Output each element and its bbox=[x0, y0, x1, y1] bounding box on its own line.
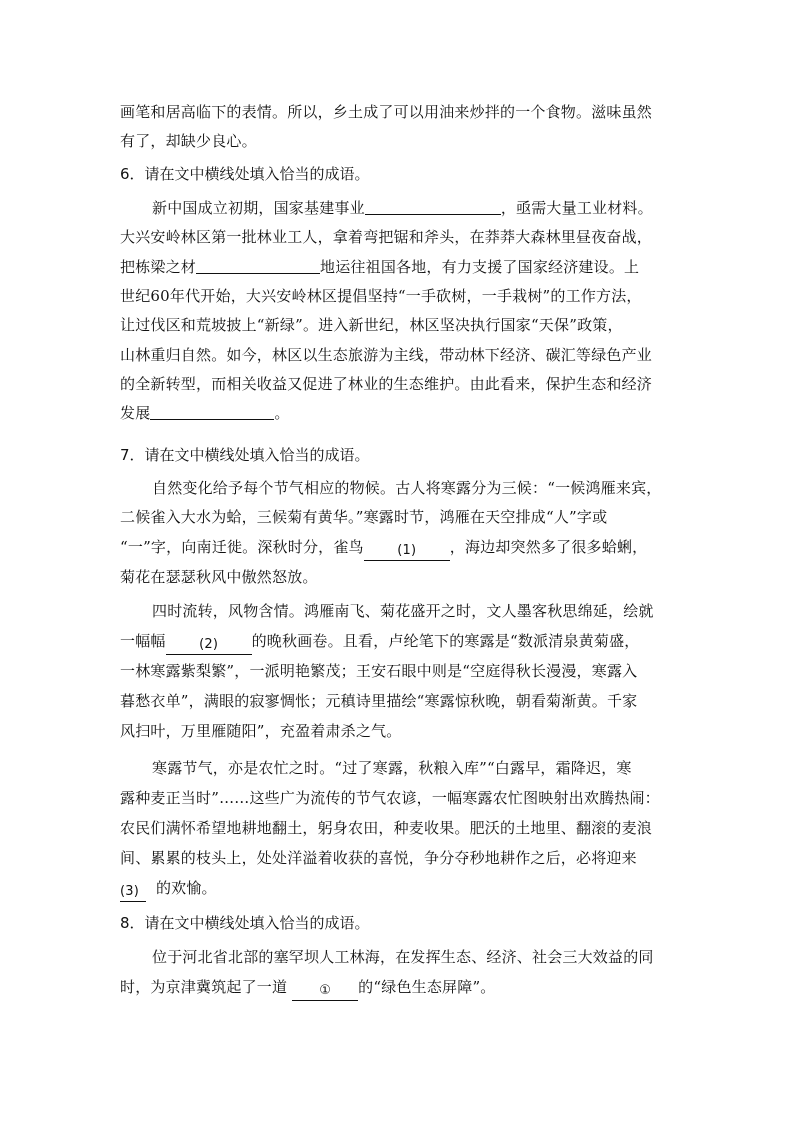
q7-p1-line-3 bbox=[120, 536, 690, 561]
q7-p1-line-2: 二候雀入大水为蛤，三候菊有黄华。”寒露时节，鸿雁在天空排成“人”字或 bbox=[120, 508, 608, 526]
q6-line-6: 山林重归自然。如今，林区以生态旅游为主线，带动林下经济、碳汇等绿色产业 bbox=[120, 346, 653, 364]
q6-text: ，亟需大量工业材料。 bbox=[500, 199, 653, 217]
q7-p3-line-3: 农民们满怀希望地耕地翻土，躬身农田，种麦收果。肥沃的土地里、翻滚的麦浪 bbox=[120, 819, 653, 837]
question-8-title: 8．请在文中横线处填入恰当的成语。 bbox=[120, 914, 370, 932]
q6-line-1 bbox=[152, 197, 692, 219]
q7-blank-3[interactable]: (3) bbox=[120, 884, 146, 902]
q7-p2-line-1: 四时流转，风物含情。鸿雁南飞、菊花盛开之时，文人墨客秋思绵延，绘就 bbox=[152, 602, 654, 620]
q6-text: 把栋梁之材 bbox=[120, 258, 197, 276]
q6-text: 发展 bbox=[120, 404, 151, 422]
q6-line-3 bbox=[120, 256, 690, 278]
q8-line-2 bbox=[120, 976, 690, 1001]
q7-text: 的欢愉。 bbox=[155, 879, 217, 897]
q7-p3-line-5 bbox=[120, 877, 690, 902]
q7-text: 的晚秋画卷。且看，卢纶笔下的寒露是“数派清泉黄菊盛， bbox=[251, 632, 640, 650]
q8-line-1: 位于河北省北部的塞罕坝人工林海，在发挥生态、经济、社会三大效益的同 bbox=[152, 948, 654, 966]
q6-blank-1[interactable] bbox=[365, 197, 501, 215]
q7-text: 一幅幅 bbox=[120, 632, 166, 650]
q7-text: “一”字，向南迁徙。深秋时分，雀鸟 bbox=[120, 538, 364, 556]
q7-p2-line-2 bbox=[120, 630, 690, 655]
q7-blank-1[interactable]: (1) bbox=[364, 543, 450, 561]
q7-p2-line-3: 一林寒露紫梨繁”，一派明艳繁茂；王安石眼中则是“空庭得秋长漫漫，寒露入 bbox=[120, 662, 638, 680]
q6-text: 地运往祖国各地，有力支援了国家经济建设。上 bbox=[320, 258, 640, 276]
q7-text: ，海边却突然多了很多蛤蜊， bbox=[449, 538, 648, 556]
q7-p1-line-4: 菊花在瑟瑟秋风中傲然怒放。 bbox=[120, 568, 318, 586]
question-7-title: 7．请在文中横线处填入恰当的成语。 bbox=[120, 446, 370, 464]
q8-text: 的“绿色生态屏障”。 bbox=[358, 978, 496, 996]
q6-line-5: 让过伐区和荒坡披上“新绿”。进入新世纪，林区坚决执行国家“天保”政策， bbox=[120, 316, 623, 334]
q6-line-4: 世纪60年代开始，大兴安岭林区提倡坚持“一手砍树，一手栽树”的工作方法， bbox=[120, 287, 642, 305]
q6-blank-3[interactable] bbox=[150, 402, 274, 420]
q7-p3-line-2: 露种麦正当时”……这些广为流传的节气农谚，一幅寒露农忙图映射出欢腾热闹： bbox=[120, 789, 660, 807]
q7-p2-line-5: 风扫叶，万里雁随阳”，充盈着肃杀之气。 bbox=[120, 722, 402, 740]
intro-line-1: 画笔和居高临下的表情。所以，乡土成了可以用油来炒拌的一个食物。滋味虽然 bbox=[120, 103, 653, 121]
q6-line-2: 大兴安岭林区第一批林业工人，拿着弯把锯和斧头，在莽莽大森林里昼夜奋战， bbox=[120, 228, 653, 246]
q6-line-7: 的全新转型，而相关收益又促进了林业的生态维护。由此看来，保护生态和经济 bbox=[120, 375, 653, 393]
q6-blank-2[interactable] bbox=[196, 256, 320, 274]
q8-blank-1[interactable]: ① bbox=[292, 983, 358, 1001]
q7-p1-line-1: 自然变化给予每个节气相应的物候。古人将寒露分为三候：“一候鸿雁来宾， bbox=[152, 479, 662, 497]
q7-blank-2[interactable]: (2) bbox=[166, 637, 252, 655]
question-6-title: 6．请在文中横线处填入恰当的成语。 bbox=[120, 165, 370, 183]
q6-text: 。 bbox=[274, 404, 290, 422]
q7-p3-line-1: 寒露节气，亦是农忙之时。“过了寒露，秋粮入库”“白露早，霜降迟，寒 bbox=[152, 759, 632, 777]
q6-text: 新中国成立初期，国家基建事业 bbox=[152, 199, 365, 217]
q7-p2-line-4: 暮愁衣单”，满眼的寂寥惆怅；元稹诗里描绘“寒露惊秋晚，朝看菊渐黄。千家 bbox=[120, 692, 638, 710]
q7-p3-line-4: 间、累累的枝头上，处处洋溢着收获的喜悦，争分夺秒地耕作之后，必将迎来 bbox=[120, 849, 637, 867]
intro-line-2: 有了，却缺少良心。 bbox=[120, 132, 257, 150]
q8-text: 时，为京津冀筑起了一道 bbox=[120, 978, 288, 996]
q6-line-8 bbox=[120, 402, 690, 424]
